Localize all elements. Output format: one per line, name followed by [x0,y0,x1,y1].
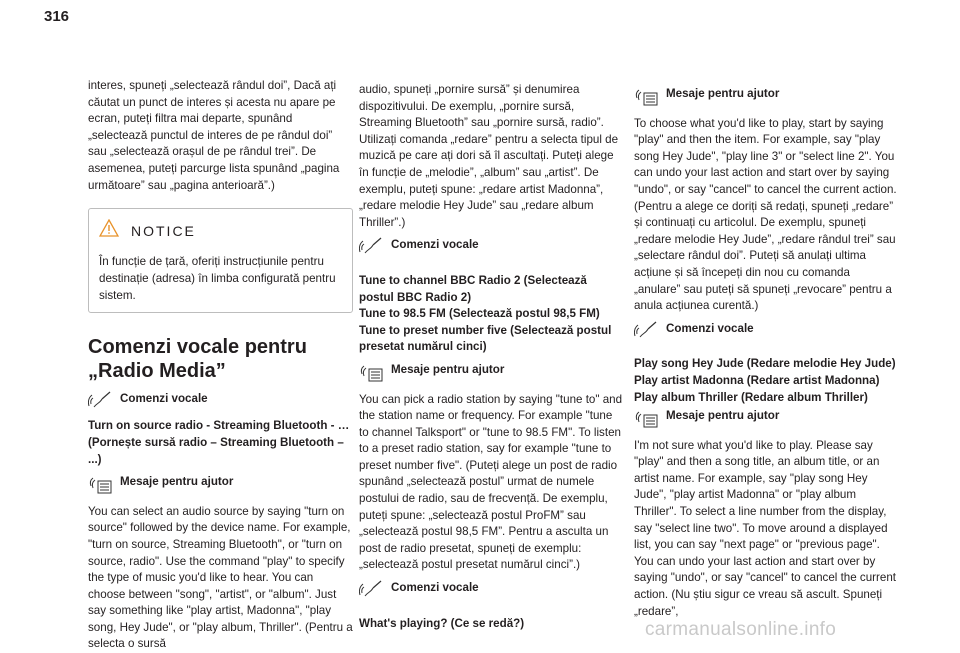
help-message-icon [634,406,660,434]
help-text: You can select an audio source by saying "turn on source" followed by the device name. For example, "turn on source, Streaming Bluetooth", or "turn on source, radio". Use the command "play" to specify the type of music you'd like to hear. You can choose between "song", "artist", or "album". Just say something like "play artist, Madonna", "play song, Hey Jude", or "play album, Thriller". (Pentru a selecta o sursă [88,504,353,651]
help-messages-header [359,362,624,388]
voice-commands-header [359,237,624,261]
help-messages-header [88,474,353,500]
voice-command-text: What's playing? (Ce se redă?) [359,616,525,630]
voice-command-icon [88,389,114,415]
help-message-icon [634,84,660,112]
body-paragraph: audio, spuneți „pornire sursă” și denumirea dispozitivului. De exemplu, „pornire sursă, Streaming Bluetooth” sau „pornire sursă, radio”. Utilizați comanda „redare” pentru a selecta tipul de muzică pe care ați dori să îl ascultați. Puteți alege în funcție de „melodie”, „album” sau „artist”. De exemplu, puteți spune: „redare artist Madonna”, „redare melodie Hey Jude” sau „redare album Thriller”.) [359,83,619,229]
voice-command-icon [359,235,385,261]
help-messages-label: Mesaje pentru ajutor [120,475,234,489]
help-messages-header [634,408,899,434]
help-messages-label: Mesaje pentru ajutor [666,409,780,423]
help-message-icon [359,360,385,388]
help-text: To choose what you'd like to play, start by saying "play" and then the item. For example, say "play song Hey Jude", "play line 3" or "select line 2". You can undo your last action and start over by saying "undo", or say "cancel" to cancel the current action. (Pentru a alege ce doriți să redați, spuneți „redare” și continuați cu articolul. De exemplu, spuneți „redare melodie Hey Jude”, „redare rândul trei” sau „selectare rândul doi”. Puteți să anulați ultima acțiune și să începeți din nou cu comanda „anulare” sau puteți să spuneți „revocare” pentru a anula acțiunea curentă.) [634,116,897,313]
voice-command-text: Play song Hey Jude (Redare melodie Hey Jude) [634,357,896,371]
voice-command-text: Tune to preset number five (Selectează postul presetat numărul cinci) [359,323,612,354]
help-messages-label: Mesaje pentru ajutor [666,87,780,100]
notice-box [88,208,353,313]
column-3 [634,86,899,620]
voice-commands-label: Comenzi vocale [666,321,754,335]
voice-commands-label: Comenzi vocale [391,581,479,595]
notice-header [99,219,342,243]
notice-title: NOTICE [131,222,196,239]
column-2 [359,82,624,632]
voice-command-text: Tune to 98.5 FM (Selectează postul 98,5 FM) [359,307,600,321]
help-text: I'm not sure what you'd like to play. Please say "play" and then a song title, an album title, or an artist name. For example, say "play song Hey Jude", "play artist Madonna" or "play album Thriller". To select a line number from the display, say "select line two". To move around a displayed list, you can say "next page" or "previous page". You can undo your last action and start over by saying "undo", or say "cancel" to cancel the current action. (Nu știu sigur ce vreau să ascult. Spuneți „redare”, [634,438,897,618]
watermark: carmanualsonline.info [645,619,837,640]
voice-command-icon [634,319,660,345]
voice-command-icon [359,578,385,604]
intro-paragraph: interes, spuneți „selectează rândul doi”, Dacă ați căutat un punct de interes și acesta nu apare pe ecran, puteți filtra mai departe, spunând „selectează punctul de interes de pe rândul doi” sau „selectează orașul de pe rândul trei”. De asemenea, puteți parcurge lista spunând „pagina următoare” sau „pagina anterioară”.) [88,79,340,192]
voice-commands-header [634,321,899,345]
notice-body: În funcție de țară, oferiți instrucțiunile pentru destinație (adresa) în limba configurată pentru sistem. [99,254,336,302]
page-number: 316 [44,8,70,25]
help-message-icon [88,472,114,500]
voice-command-text: Tune to channel BBC Radio 2 (Selectează postul BBC Radio 2) [359,273,587,304]
warning-triangle-icon [99,219,119,243]
voice-commands-header [359,580,624,604]
voice-commands-label: Comenzi vocale [120,391,208,405]
help-text: You can pick a radio station by saying "tune to" and the station name or frequency. For example "tune to channel Talksport" or "tune to 98.5 FM". To listen to a preset radio station, say for example "tune to preset number five". (Puteți alege un post de radio spunând „selectează postul” urmat de numele postului de radio, sau de frecvență. De exemplu, puteți spune: „selectează postul ProFM” sau „selectează postul 98,5 FM”. Pentru a asculta un post de radio presetat, spuneți de exemplu: „selectează postul presetat numărul cinci”.) [359,392,623,572]
voice-command-text: Play artist Madonna (Redare artist Madonna) [634,373,880,387]
voice-command-text: Play album Thriller (Redare album Thriller) [634,390,868,404]
help-messages-label: Mesaje pentru ajutor [391,362,505,376]
voice-commands-header [88,391,353,415]
voice-commands-label: Comenzi vocale [391,238,479,252]
section-title: Comenzi vocale pentru „Radio Media” [88,335,307,382]
column-1 [88,78,353,653]
voice-command-text: Turn on source radio - Streaming Bluetooth - … (Pornește sursă radio – Streaming Bluetooth – ...) [88,419,350,466]
help-messages-header [634,86,899,112]
